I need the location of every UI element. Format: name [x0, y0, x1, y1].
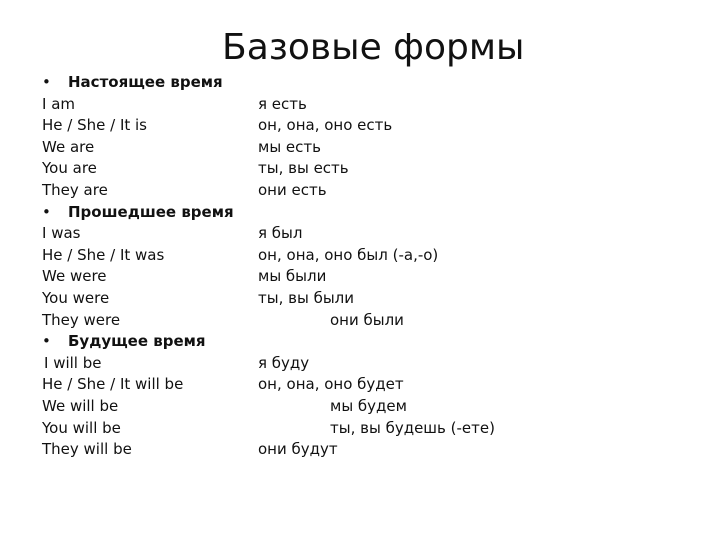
- bullet-icon: •: [42, 73, 51, 91]
- bullet-icon: •: [42, 332, 51, 351]
- section-header-label: Будущее время: [68, 332, 206, 351]
- english-form: They will be: [42, 440, 132, 459]
- english-forms-column: [42, 72, 234, 461]
- russian-translation: он, она, оно есть: [258, 116, 393, 135]
- russian-translation: они есть: [258, 180, 327, 199]
- english-form: They are: [42, 180, 108, 199]
- spacer: [258, 202, 495, 224]
- spacer: [258, 331, 495, 353]
- section-header-label: Прошедшее время: [68, 202, 234, 221]
- english-form: I was: [42, 224, 81, 243]
- english-form: We will be: [42, 396, 119, 415]
- english-form: He / She / It will be: [42, 375, 184, 394]
- russian-translation: они будут: [258, 440, 338, 459]
- russian-translation: я был: [258, 224, 303, 243]
- english-form: He / She / It is: [42, 116, 147, 135]
- russian-translation: ты, вы есть: [258, 159, 349, 178]
- english-form: They were: [42, 310, 121, 329]
- english-form: He / She / It was: [42, 245, 165, 264]
- russian-translation: мы будем: [330, 396, 407, 415]
- english-form: We were: [42, 267, 107, 286]
- russian-translation: ты, вы были: [258, 288, 354, 307]
- russian-translation: мы есть: [258, 137, 321, 156]
- russian-translation: мы были: [258, 267, 327, 286]
- english-form: You are: [42, 159, 97, 178]
- english-form: We are: [42, 137, 95, 156]
- russian-translation: он, она, оно будет: [258, 375, 404, 394]
- slide-title: Базовые формы: [222, 27, 525, 68]
- russian-translation: ты, вы будешь (-ете): [330, 418, 495, 437]
- russian-translations-column: [258, 72, 495, 461]
- english-form: You will be: [42, 418, 121, 437]
- english-form: I will be: [44, 353, 102, 372]
- english-form: I am: [42, 94, 75, 113]
- russian-translation: я буду: [258, 353, 310, 372]
- section-header-past: [42, 202, 234, 224]
- russian-translation: он, она, оно был (-а,-о): [258, 245, 439, 264]
- section-header-label: Настоящее время: [68, 73, 223, 91]
- russian-translation: я есть: [258, 94, 307, 113]
- russian-translation: они были: [330, 310, 404, 329]
- english-form: You were: [42, 288, 110, 307]
- section-header-present: [42, 72, 234, 94]
- section-header-future: [42, 331, 234, 353]
- spacer: [258, 72, 495, 94]
- bullet-icon: •: [42, 202, 51, 221]
